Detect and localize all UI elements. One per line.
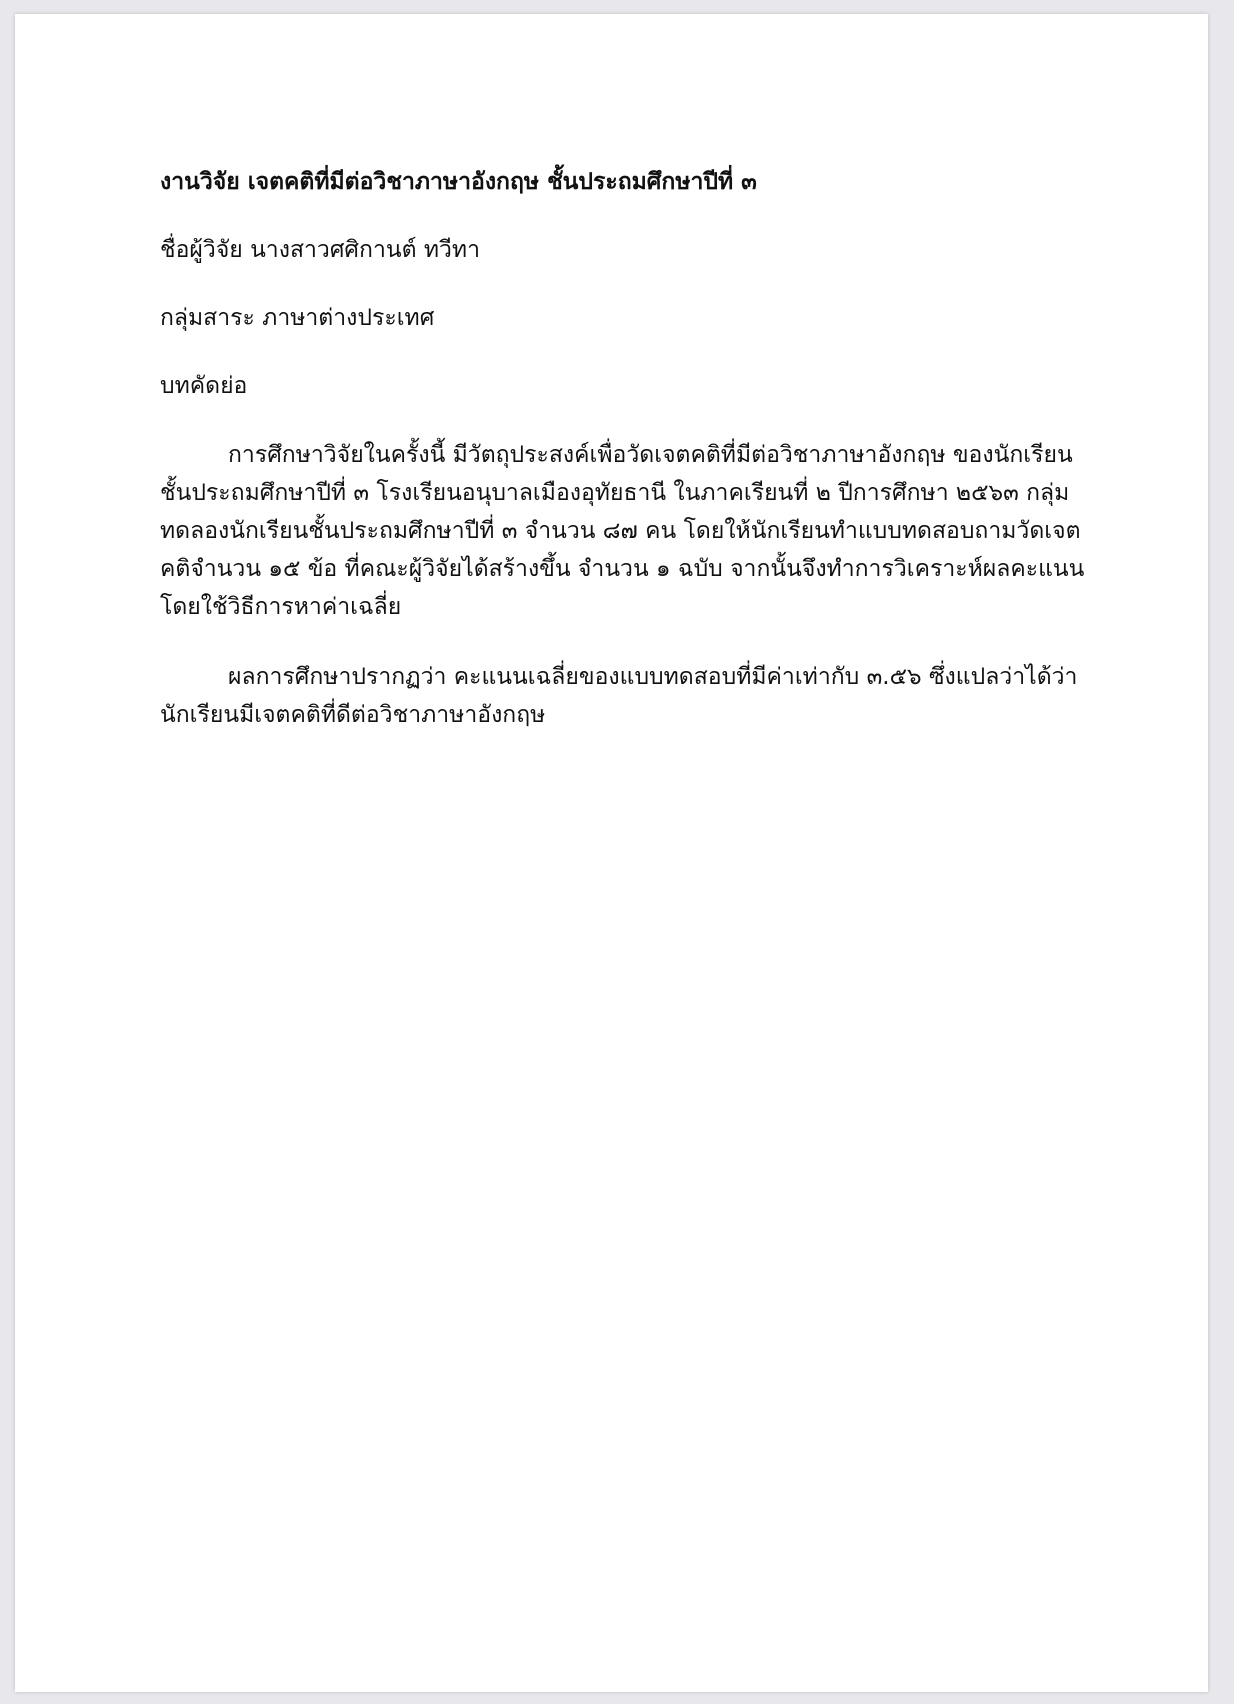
paragraph-line: คติจำนวน ๑๕ ข้อ ที่คณะผู้วิจัยได้สร้างขึ้น จำนวน ๑ ฉบับ จากนั้นจึงทำการวิเคราะห์ผลคะแนน (160, 556, 1085, 582)
document-page (15, 14, 1208, 1692)
researcher-name: ชื่อผู้วิจัย นางสาวศศิกานต์ ทวีทา (160, 237, 480, 263)
paragraph-line: โดยใช้วิธีการหาค่าเฉลี่ย (160, 594, 402, 620)
paragraph-line: ชั้นประถมศึกษาปีที่ ๓ โรงเรียนอนุบาลเมืองอุทัยธานี ในภาคเรียนที่ ๒ ปีการศึกษา ๒๕๖๓ กลุ่ม (160, 480, 1070, 506)
document-content (160, 164, 1085, 734)
abstract-heading: บทคัดย่อ (160, 373, 248, 399)
document-title: งานวิจัย เจตคติที่มีต่อวิชาภาษาอังกฤษ ชั้นประถมศึกษาปีที่ ๓ (160, 169, 757, 195)
abstract-paragraph-1 (160, 436, 1085, 626)
paragraph-line: การศึกษาวิจัยในครั้งนี้ มีวัตถุประสงค์เพื่อวัดเจตคติที่มีต่อวิชาภาษาอังกฤษ ของนักเรียน (228, 442, 1073, 468)
paragraph-line: ทดลองนักเรียนชั้นประถมศึกษาปีที่ ๓ จำนวน ๘๗ คน โดยให้นักเรียนทำแบบทดสอบถามวัดเจต (160, 518, 1081, 544)
abstract-paragraph-2 (160, 658, 1078, 734)
paragraph-line: นักเรียนมีเจตคติที่ดีต่อวิชาภาษาอังกฤษ (160, 702, 546, 728)
subject-group: กลุ่มสาระ ภาษาต่างประเทศ (160, 305, 435, 331)
paragraph-line: ผลการศึกษาปรากฏว่า คะแนนเฉลี่ยของแบบทดสอบที่มีค่าเท่ากับ ๓.๕๖ ซึ่งแปลว่าได้ว่า (228, 664, 1078, 690)
